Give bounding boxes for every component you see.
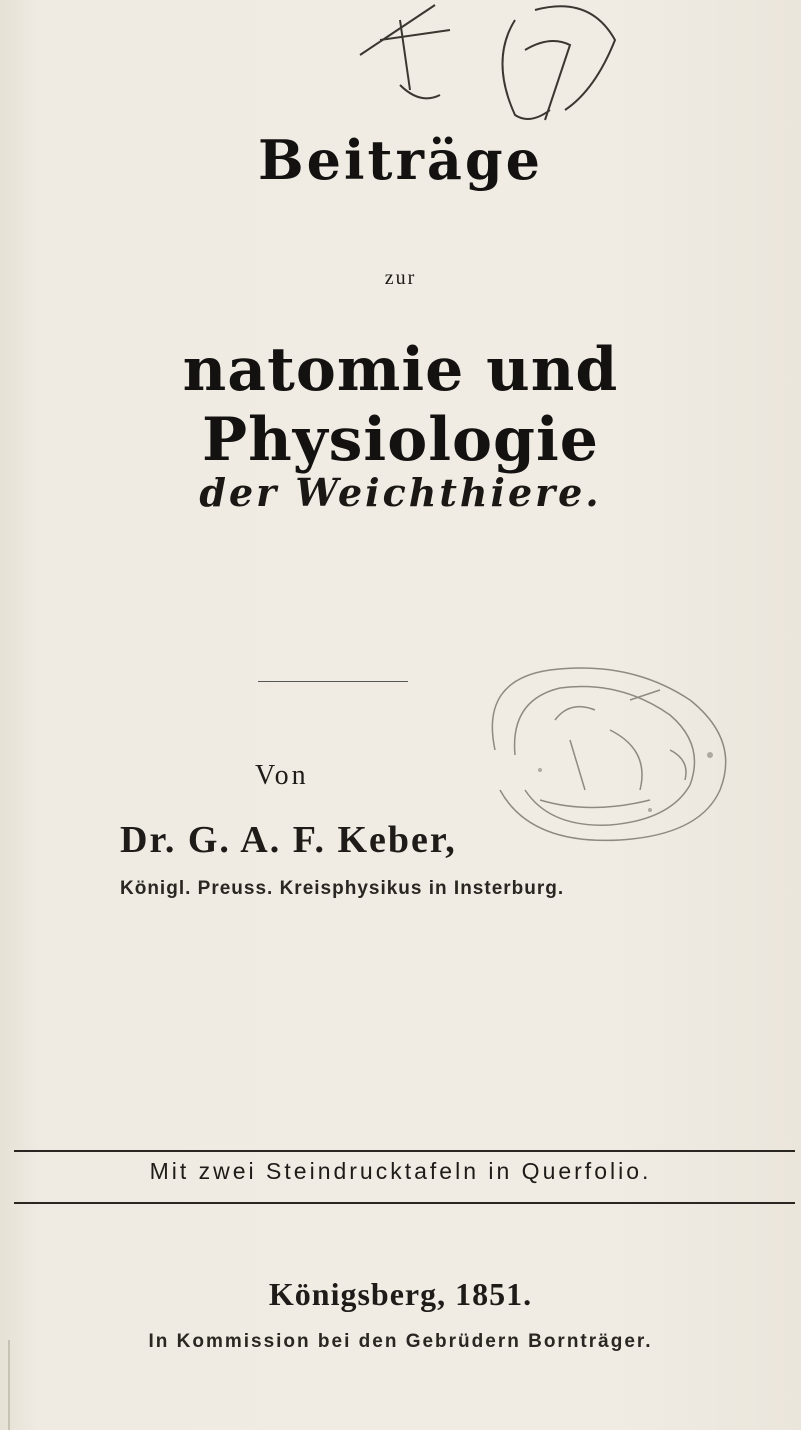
main-title: natomie und Physiologie bbox=[182, 335, 619, 475]
supplement-rule-bottom bbox=[14, 1202, 795, 1204]
library-stamp bbox=[420, 660, 750, 850]
supplement-rule-top bbox=[14, 1150, 795, 1152]
imprint-place-year: Königsberg, 1851. bbox=[268, 1276, 533, 1312]
imprint-publisher: In Kommission bei den Gebrüdern Bornträger. bbox=[148, 1331, 653, 1352]
title-connector: zur bbox=[384, 267, 417, 289]
short-divider bbox=[258, 681, 408, 682]
author-affiliation: Königl. Preuss. Kreisphysikus in Insterburg. bbox=[120, 878, 565, 899]
handwritten-shelfmark bbox=[340, 0, 620, 130]
page-edge-mark bbox=[8, 1340, 10, 1430]
book-title: Beiträge bbox=[257, 128, 543, 192]
author-name: Dr. G. A. F. Keber, bbox=[120, 819, 457, 861]
by-line: Von bbox=[255, 760, 309, 791]
supplement-note: Mit zwei Steindrucktafeln in Querfolio. bbox=[149, 1158, 652, 1184]
subtitle: der Weichthiere. bbox=[199, 470, 602, 515]
